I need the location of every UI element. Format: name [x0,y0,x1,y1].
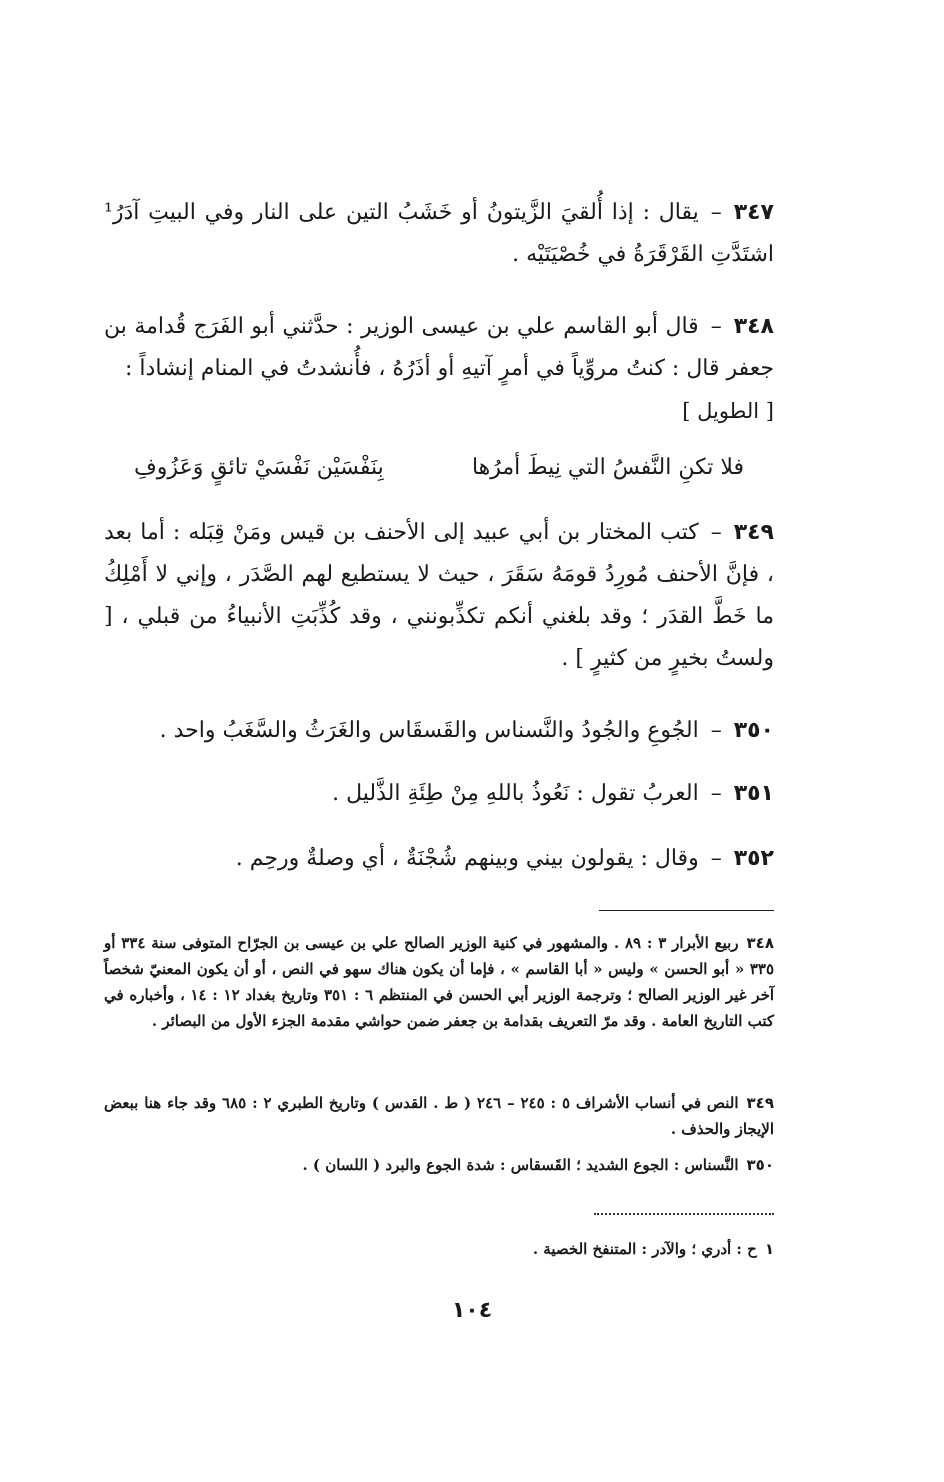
verse-second-hemistich: بِنَفْسَيْن نَفْسَيْ تائقٍ وَعَزُوفِ [134,455,384,480]
footnote-349 [104,1090,774,1142]
paragraph-text: قال أبو القاسم علي بن عيسى الوزير : حدَّثني أبو الفَرَج قُدامة بن جعفر قال : كنتُ مروِّياً في أمرٍ آتيهِ أو أذَرُهُ ، فأُنشدتُ في المنام إنشاداً : [104,314,774,381]
dash: – [710,781,722,806]
footnote-number: ٣٥٠ [746,1156,774,1174]
footnote-separator [599,910,774,911]
apparatus-separator [594,1213,774,1215]
apparatus-note [104,1236,774,1262]
paragraph-text: يقال : إذا أُلقيَ الزَّيتونُ أو خَشَبُ التين على النار وفي البيتِ آدَرُ¹ اشتَدَّتِ القَرْقَرَةُ في خُصْيَتَيْه . [104,200,774,267]
apparatus-number: ١ [764,1240,774,1258]
paragraph-number: ٣٤٧ [733,200,774,225]
footnote-number: ٣٤٨ [746,934,774,952]
footnote-350 [104,1152,774,1178]
paragraph-number: ٣٥١ [733,781,774,806]
page-number: ١٠٤ [451,1298,493,1323]
paragraph-text: وقال : يقولون بيني وبينهم شُجْنَةٌ ، أي وصلةٌ ورحِم . [235,846,699,871]
paragraph-352 [104,838,774,880]
dash: – [710,314,722,339]
dash: – [710,846,722,871]
footnote-text: النَّسناس : الجوع الشديد ؛ القَسقاس : شدة الجوع والبرد ( اللسان ) . [302,1156,739,1174]
dash: – [710,200,722,225]
paragraph-number: ٣٥٠ [733,718,774,743]
apparatus-text: ح : أدري ؛ والآدر : المتنفخ الخصية . [532,1240,757,1258]
dash: – [710,520,722,545]
poetic-meter-label: [ الطويل ] [682,399,774,423]
paragraph-text: كتب المختار بن أبي عبيد إلى الأحنف بن قيس ومَنْ قِبَله : أما بعد ، فإنَّ الأحنف مُورِدُ قومَهُ سَقَرَ ، حيث لا يستطيع لهم الصَّدَر ، وإني لا أَمْلِكُ ما خَطَّ القدَر ؛ وقد بلغني أنكم تكذِّبونني ، وقد كُذِّبَتِ الأنبياءُ من قبلي ، [ ولستُ بخيرٍ من كثيرٍ ] . [104,520,774,671]
paragraph-350 [104,710,774,752]
footnote-text: النص في أنساب الأشراف ٥ : ٢٤٥ – ٢٤٦ ( ط . القدس ) وتاريخ الطبري ٢ : ٦٨٥ وقد جاء هنا ببعض الإيجاز والحذف . [104,1094,774,1138]
paragraph-351 [104,773,774,815]
paragraph-349 [104,512,774,680]
verse-line [104,448,774,488]
paragraph-text: الجُوعِ والجُودُ والنَّسناس والقَسقَاس والغَرَثُ والسَّغَبُ واحد . [159,718,699,743]
footnote-text: ربيع الأبرار ٣ : ٨٩ . والمشهور في كنية الوزير الصالح علي بن عيسى بن الجرّاح المتوفى سنة ٣٣٤ أو ٣٣٥ « أبو الحسن » وليس « أبا القاسم » ، فإما أن يكون هناك سهو في النص ، أو أن يكون المعنيّ شخصاً آخر غير الوزير الصالح ؛ وترجمة الوزير أبي الحسن في المنتظم ٦ : ٣٥١ وتاريخ بغداد ١٢ : ١٤ ، وأخباره في كتب التاريخ العامة . وقد مرّ التعريف بقدامة بن جعفر ضمن حواشي مقدمة الجزء الأول من البصائر . [104,934,775,1030]
footnote-number: ٣٤٩ [746,1094,774,1112]
dash: – [710,718,722,743]
paragraph-347 [104,192,774,276]
paragraph-number: ٣٤٩ [733,520,774,545]
verse-first-hemistich: فلا تكنِ النَّفسُ التي نِيطَ أمرُها [471,455,744,480]
paragraph-text: العربُ تقول : نَعُوذُ باللهِ مِنْ طِئَةِ الذَّليل . [332,781,699,806]
paragraph-348 [104,306,774,432]
paragraph-number: ٣٥٢ [733,846,774,871]
footnote-348 [104,930,774,1034]
paragraph-number: ٣٤٨ [733,314,774,339]
